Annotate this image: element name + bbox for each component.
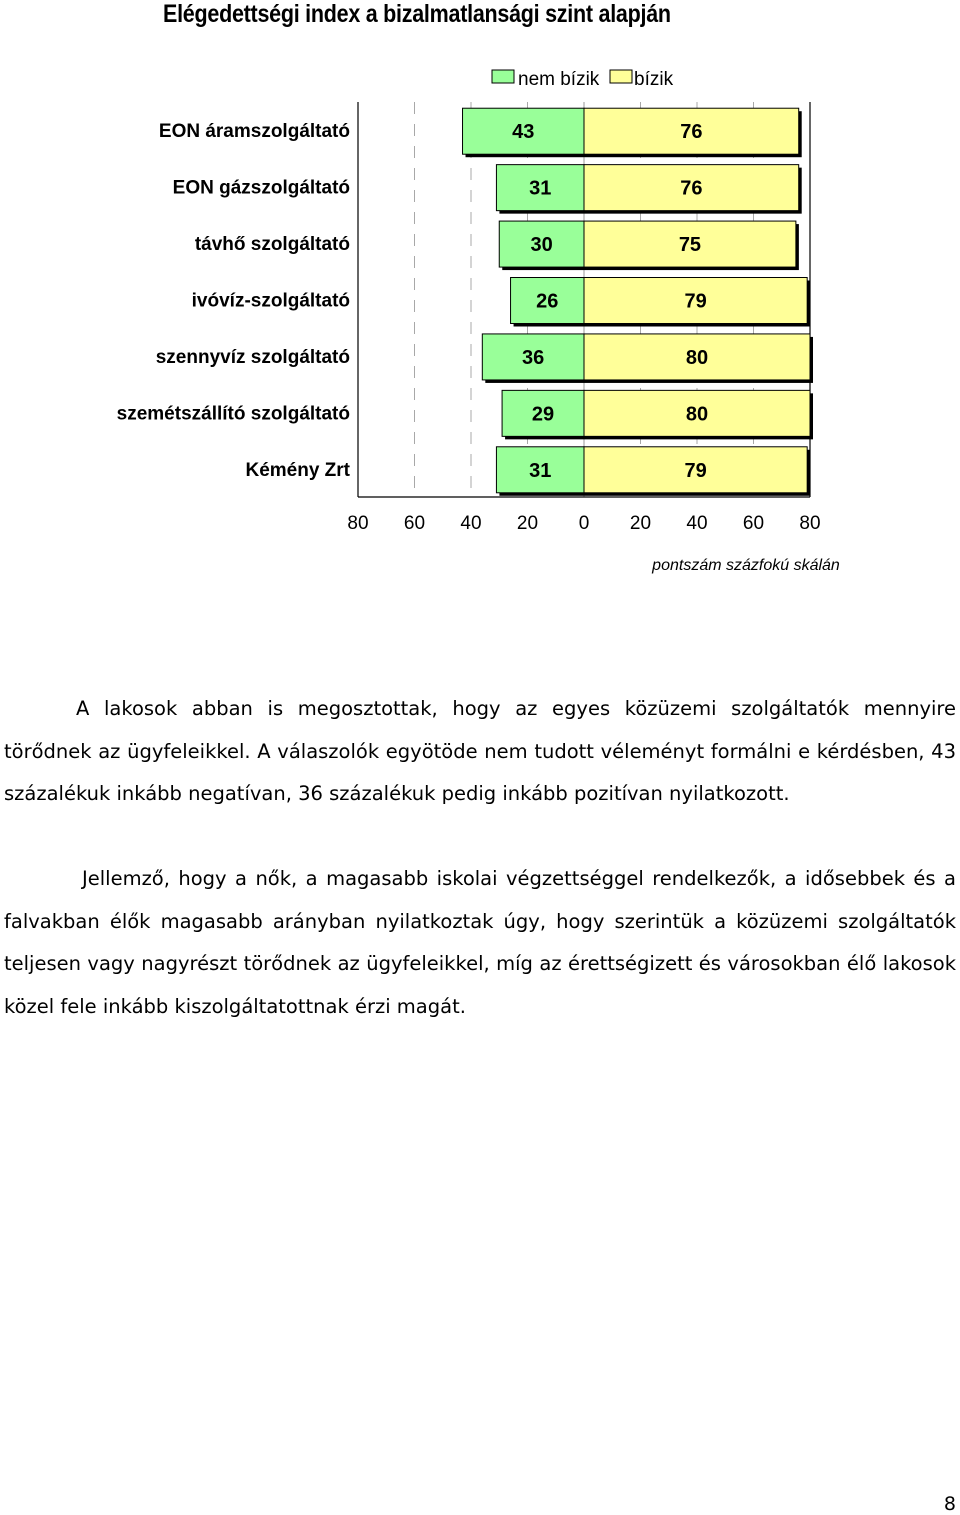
category-label-1: EON gázszolgáltató xyxy=(172,177,350,199)
legend-swatch-0 xyxy=(492,70,514,83)
category-label-2: távhő szolgáltató xyxy=(194,234,350,256)
legend-swatch-1 xyxy=(610,70,632,83)
bar-label-bizik-0: 76 xyxy=(680,121,703,144)
category-label-3: ivóvíz-szolgáltató xyxy=(191,290,350,312)
legend-label-0: nem bízik xyxy=(518,69,600,90)
body-paragraph-2: Jellemző, hogy a nők, a magasabb iskolai végzettséggel rendelkezők, a idősebbek és a falvakban élők magasabb arányban nyilatkoztak úgy, hogy szerintük a közüzemi szolgáltatók teljesen vagy nagyrészt törődnek az ügyfeleikkel, míg az érettségizett és városokban élő lakosok közel fele inkább kiszolgáltatottnak érzi magát. xyxy=(4,867,956,1018)
x-tick-label-3: 20 xyxy=(516,513,539,534)
x-tick-label-5: 20 xyxy=(629,513,652,534)
category-label-6: Kémény Zrt xyxy=(245,459,350,481)
x-tick-label-6: 40 xyxy=(686,513,708,534)
bar-label-nem-bizik-1: 31 xyxy=(529,177,552,200)
bar-label-bizik-3: 79 xyxy=(684,290,707,313)
x-axis-label: pontszám százfokú skálán xyxy=(652,557,840,574)
body-paragraph-1: A lakosok abban is megosztottak, hogy az egyes közüzemi szolgáltatók mennyire törődnek az ügyfeleikkel. A válaszolók egyötöde nem tudott véleményt formálni e kérdésben, 43 százalékuk inkább negatívan, 36 százalékuk pedig inkább pozitívan nyilatkozott. xyxy=(4,697,956,805)
x-tick-label-1: 60 xyxy=(403,513,426,534)
bar-label-bizik-4: 80 xyxy=(685,346,709,369)
bar-label-nem-bizik-3: 26 xyxy=(536,290,559,313)
bar-label-bizik-2: 75 xyxy=(678,234,702,257)
bar-label-nem-bizik-2: 30 xyxy=(530,234,553,257)
legend-label-1: bízik xyxy=(634,69,674,90)
x-tick-label-8: 80 xyxy=(799,513,821,534)
category-label-4: szennyvíz szolgáltató xyxy=(155,346,350,368)
bar-label-nem-bizik-0: 43 xyxy=(512,121,535,144)
bar-label-nem-bizik-6: 31 xyxy=(529,459,552,482)
bar-label-bizik-6: 79 xyxy=(684,459,707,482)
category-label-5: szemétszállító szolgáltató xyxy=(116,403,350,425)
butterfly-bar-chart xyxy=(0,0,960,600)
x-tick-label-7: 60 xyxy=(742,513,765,534)
bar-label-nem-bizik-5: 29 xyxy=(531,403,555,426)
page-number: 8 xyxy=(943,1493,956,1515)
bar-label-bizik-1: 76 xyxy=(680,177,703,200)
x-tick-label-4: 0 xyxy=(578,513,590,534)
bar-label-bizik-5: 80 xyxy=(685,403,709,426)
bar-label-nem-bizik-4: 36 xyxy=(522,346,545,369)
chart-title: Elégedettségi index a bizalmatlansági szint alapján xyxy=(163,0,671,28)
category-label-0: EON áramszolgáltató xyxy=(158,121,350,143)
x-tick-label-2: 40 xyxy=(460,513,482,534)
x-tick-label-0: 80 xyxy=(347,513,369,534)
